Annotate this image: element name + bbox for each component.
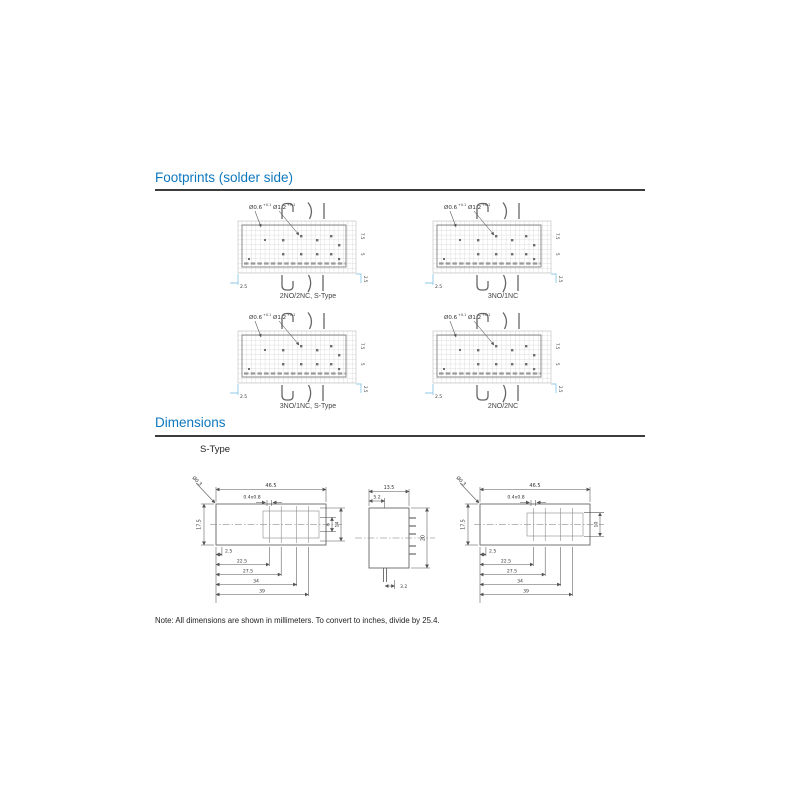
- hole-large-label: Ø1.2: [273, 315, 287, 321]
- hole-large-tol: +0.1: [287, 313, 296, 317]
- svg-text:34: 34: [253, 579, 259, 585]
- footprint-caption: 2NO/2NC: [487, 403, 519, 410]
- svg-text:2.5: 2.5: [435, 285, 443, 290]
- svg-text:Ø0.3: Ø0.3: [190, 475, 203, 488]
- svg-text:5.2: 5.2: [373, 495, 381, 501]
- hole-callout: [455, 474, 479, 503]
- hole-small-label: Ø0.6: [444, 205, 458, 211]
- hole-small-tol: +0.1: [263, 313, 272, 317]
- svg-text:17.5: 17.5: [461, 519, 467, 530]
- hole-large-label: Ø1.2: [468, 205, 482, 211]
- pitch-dim-left: [230, 384, 247, 400]
- svg-text:7.5: 7.5: [555, 343, 560, 350]
- svg-text:2.5: 2.5: [225, 549, 233, 555]
- svg-text:39: 39: [259, 589, 265, 595]
- footprint-3no1nc-stype: [228, 307, 403, 415]
- footprint-2no2nc: [423, 307, 598, 415]
- units-note: Note: All dimensions are shown in millimeters. To convert to inches, divide by 25.4.: [155, 616, 440, 625]
- svg-text:10: 10: [594, 521, 600, 528]
- hole-small-tol: +0.1: [263, 203, 272, 207]
- hole-small-label: Ø0.6: [249, 205, 263, 211]
- footprint-2no2nc-stype: [228, 197, 403, 305]
- side-dim-labels: [555, 343, 560, 366]
- solder-grid: [238, 221, 356, 273]
- dimensions-rule: [155, 435, 645, 437]
- svg-text:27.5: 27.5: [242, 569, 254, 575]
- svg-text:2.5: 2.5: [435, 395, 443, 400]
- side-dim-labels: [360, 343, 365, 366]
- svg-text:39: 39: [523, 589, 529, 595]
- svg-text:27.5: 27.5: [506, 569, 518, 575]
- svg-text:3.2: 3.2: [400, 585, 408, 590]
- side-pins: [409, 518, 416, 554]
- dimension-front-view: [188, 456, 348, 606]
- svg-text:2.5: 2.5: [558, 386, 563, 393]
- chain-dims: [480, 547, 572, 603]
- solder-grid: [433, 331, 551, 383]
- width-dim: [480, 483, 590, 502]
- pin-symbols-bottom: [282, 385, 323, 402]
- svg-text:2.5: 2.5: [363, 386, 368, 393]
- footprints-section-title: Footprints (solder side): [155, 170, 294, 185]
- pitch-dim-left: [230, 274, 247, 290]
- svg-text:34: 34: [517, 579, 523, 585]
- svg-text:17.5: 17.5: [197, 519, 203, 530]
- pin-symbols-bottom: [477, 385, 518, 402]
- pitch-dim-right: [551, 274, 563, 283]
- solder-grid: [433, 221, 551, 273]
- svg-text:5: 5: [555, 253, 560, 256]
- footprint-drawing: [228, 197, 398, 297]
- svg-text:2.5: 2.5: [240, 395, 248, 400]
- svg-text:2.5: 2.5: [363, 276, 368, 283]
- hole-large-label: Ø1.2: [468, 315, 482, 321]
- width-dim: [216, 483, 326, 502]
- svg-text:2.5: 2.5: [489, 549, 497, 555]
- dimension-back-view: [452, 456, 612, 606]
- svg-text:Ø0.3: Ø0.3: [454, 475, 467, 488]
- svg-text:7.5: 7.5: [360, 233, 365, 240]
- svg-text:22.5: 22.5: [236, 559, 248, 565]
- pin-symbols-bottom: [282, 275, 323, 292]
- svg-text:5: 5: [360, 363, 365, 366]
- solder-grid: [238, 331, 356, 383]
- dimension-side-view: [345, 456, 440, 606]
- svg-text:5: 5: [555, 363, 560, 366]
- svg-text:46.5: 46.5: [265, 483, 277, 489]
- hole-small-label: Ø0.6: [249, 315, 263, 321]
- pitch-dim-left: [425, 384, 442, 400]
- hole-callout: [191, 474, 215, 503]
- svg-text:46.5: 46.5: [529, 483, 541, 489]
- pitch-dim-right: [356, 384, 368, 393]
- hole-small-tol: +0.1: [458, 313, 467, 317]
- pitch-dim-right: [551, 384, 563, 393]
- svg-text:7.5: 7.5: [360, 343, 365, 350]
- footprint-caption: 2NO/2NC, S-Type: [279, 293, 337, 300]
- pin-symbols-bottom: [477, 275, 518, 292]
- footprint-drawing: [228, 307, 398, 407]
- footprints-rule: [155, 189, 645, 191]
- footprint-caption: 3NO/1NC, S-Type: [279, 403, 337, 410]
- dimensions-section-title: Dimensions: [155, 415, 226, 430]
- svg-text:5: 5: [360, 253, 365, 256]
- svg-text:2.5: 2.5: [558, 276, 563, 283]
- footprint-drawing: [423, 197, 593, 297]
- pitch-dim-left: [425, 274, 442, 290]
- footprint-drawing: [423, 307, 593, 407]
- variant-subtitle: S-Type: [200, 444, 231, 455]
- footprint-caption: 3NO/1NC: [487, 293, 519, 300]
- hole-large-label: Ø1.2: [273, 205, 287, 211]
- pin-field: [210, 506, 344, 543]
- svg-text:0.4x0.8: 0.4x0.8: [243, 495, 261, 501]
- side-dim-labels: [555, 233, 560, 256]
- hole-large-tol: +0.1: [287, 203, 296, 207]
- svg-text:2.5: 2.5: [240, 285, 248, 290]
- hole-small-label: Ø0.6: [444, 315, 458, 321]
- hole-small-tol: +0.1: [458, 203, 467, 207]
- svg-text:7.5: 7.5: [555, 233, 560, 240]
- chain-dims: [216, 547, 308, 603]
- bottom-pin-dim: [384, 568, 408, 590]
- svg-text:14: 14: [335, 521, 341, 528]
- svg-text:20: 20: [421, 534, 427, 542]
- svg-text:0.4x0.8: 0.4x0.8: [507, 495, 525, 501]
- pin-offset-dim: [369, 495, 385, 509]
- svg-text:13.5: 13.5: [383, 486, 395, 491]
- side-dim-labels: [360, 233, 365, 256]
- hole-large-tol: +0.1: [482, 203, 491, 207]
- svg-text:22.5: 22.5: [500, 559, 512, 565]
- pitch-dim-right: [356, 274, 368, 283]
- footprint-3no1nc: [423, 197, 598, 305]
- svg-text:6: 6: [326, 523, 332, 526]
- hole-large-tol: +0.1: [482, 313, 491, 317]
